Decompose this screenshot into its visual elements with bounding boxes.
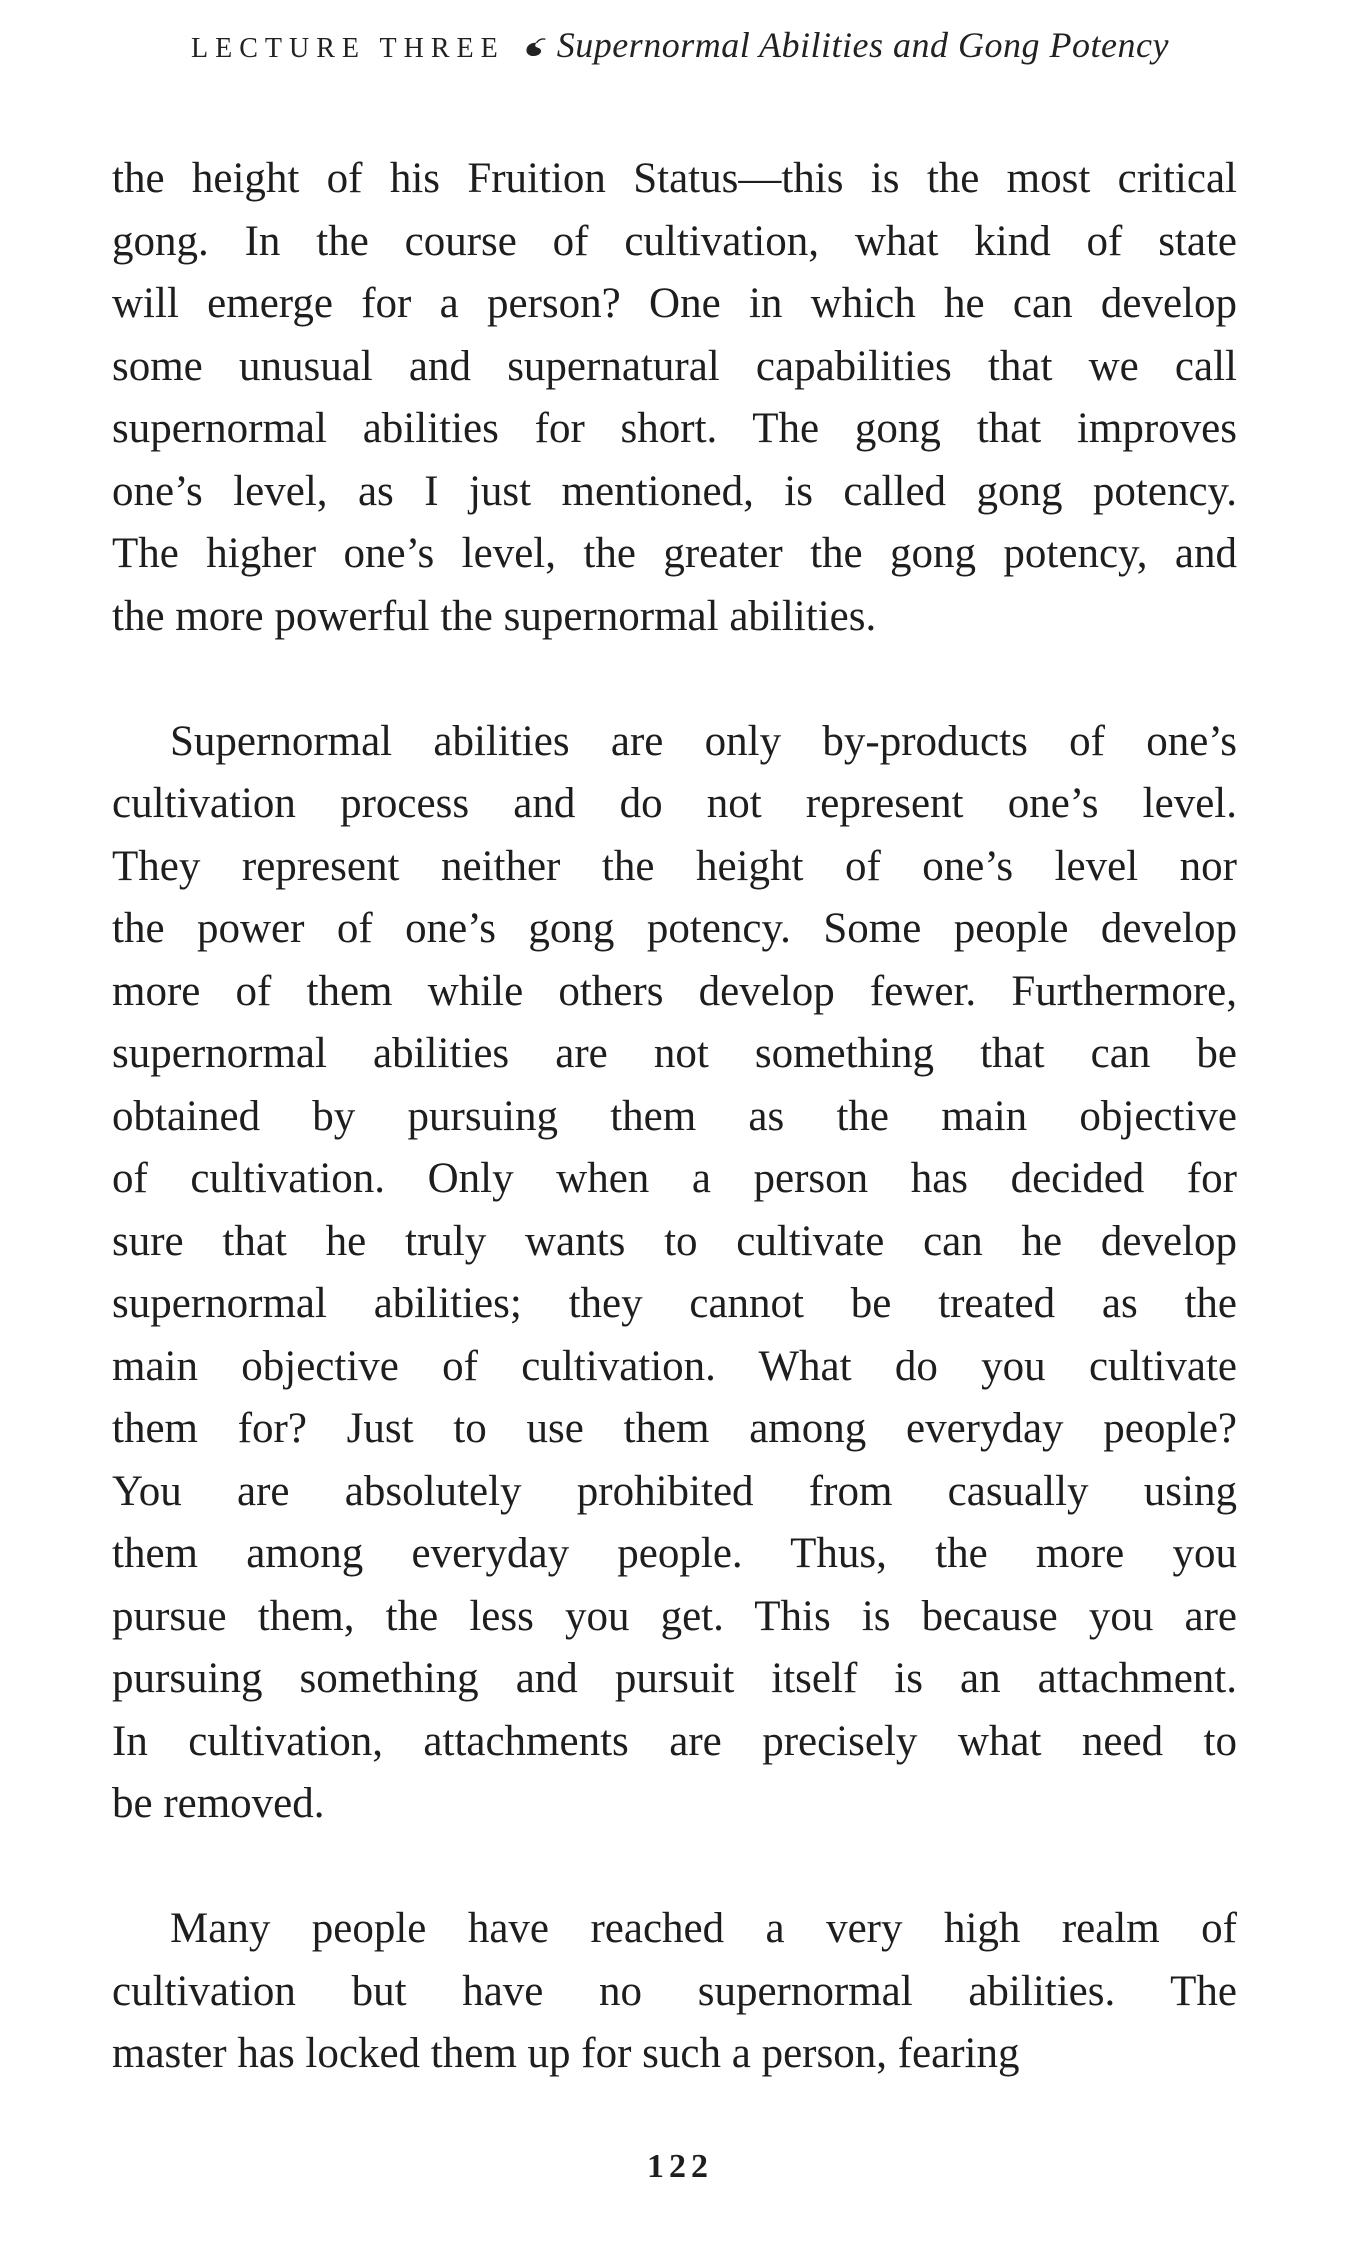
text-line: will emerge for a person? One in which he can develop xyxy=(112,280,1237,327)
paragraph xyxy=(112,1898,1237,2086)
text-line: the height of his Fruition Status—this is the most critical xyxy=(112,155,1237,202)
paragraph xyxy=(112,711,1237,1836)
text-line: supernormal abilities are not something that can be xyxy=(112,1030,1237,1077)
text-line: gong. In the course of cultivation, what kind of state xyxy=(112,217,1237,265)
text-line: In cultivation, attachments are precisely what need to xyxy=(112,1717,1237,1765)
text-line: the power of one’s gong potency. Some people develop xyxy=(112,905,1237,952)
lecture-label: LECTURE THREE xyxy=(191,33,505,64)
text-line: Supernormal abilities are only by-products of one’s xyxy=(170,717,1237,765)
text-line: cultivation but have no supernormal abilities. The xyxy=(112,1967,1237,2015)
text-line: Many people have reached a very high realm of xyxy=(170,1905,1237,1952)
text-line: some unusual and supernatural capabilities that we call xyxy=(112,342,1237,390)
text-line: They represent neither the height of one’s level nor xyxy=(112,842,1237,890)
text-line: be removed. xyxy=(112,1780,325,1827)
text-line: more of them while others develop fewer. Furthermore, xyxy=(112,967,1237,1015)
page-number: 122 xyxy=(647,2148,713,2185)
page-body-text xyxy=(112,148,1237,2086)
paragraph xyxy=(112,148,1237,648)
text-line: pursue them, the less you get. This is because you are xyxy=(112,1592,1237,1640)
text-line: supernormal abilities for short. The gong that improves xyxy=(112,405,1237,452)
text-line: supernormal abilities; they cannot be treated as the xyxy=(112,1280,1237,1327)
text-line: one’s level, as I just mentioned, is called gong potency. xyxy=(112,467,1237,515)
text-line: the more powerful the supernormal abilities. xyxy=(112,592,877,640)
text-line: master has locked them up for such a person, fearing xyxy=(112,2030,1020,2077)
text-line: cultivation process and do not represent one’s level. xyxy=(112,780,1237,827)
text-line: sure that he truly wants to cultivate can he develop xyxy=(112,1217,1237,1265)
text-line: of cultivation. Only when a person has decided for xyxy=(112,1155,1237,1202)
text-line: You are absolutely prohibited from casually using xyxy=(112,1467,1237,1515)
text-line: main objective of cultivation. What do you cultivate xyxy=(112,1342,1237,1390)
text-line: them for? Just to use them among everyday people? xyxy=(112,1405,1237,1452)
text-line: them among everyday people. Thus, the more you xyxy=(112,1530,1237,1577)
fleuron-leaf-icon xyxy=(521,35,547,66)
chapter-title: Supernormal Abilities and Gong Potency xyxy=(556,25,1169,65)
text-line: pursuing something and pursuit itself is an attachment. xyxy=(112,1655,1237,1702)
running-head xyxy=(0,24,1360,66)
text-line: The higher one’s level, the greater the gong potency, and xyxy=(112,530,1237,577)
text-line: obtained by pursuing them as the main objective xyxy=(112,1092,1237,1140)
